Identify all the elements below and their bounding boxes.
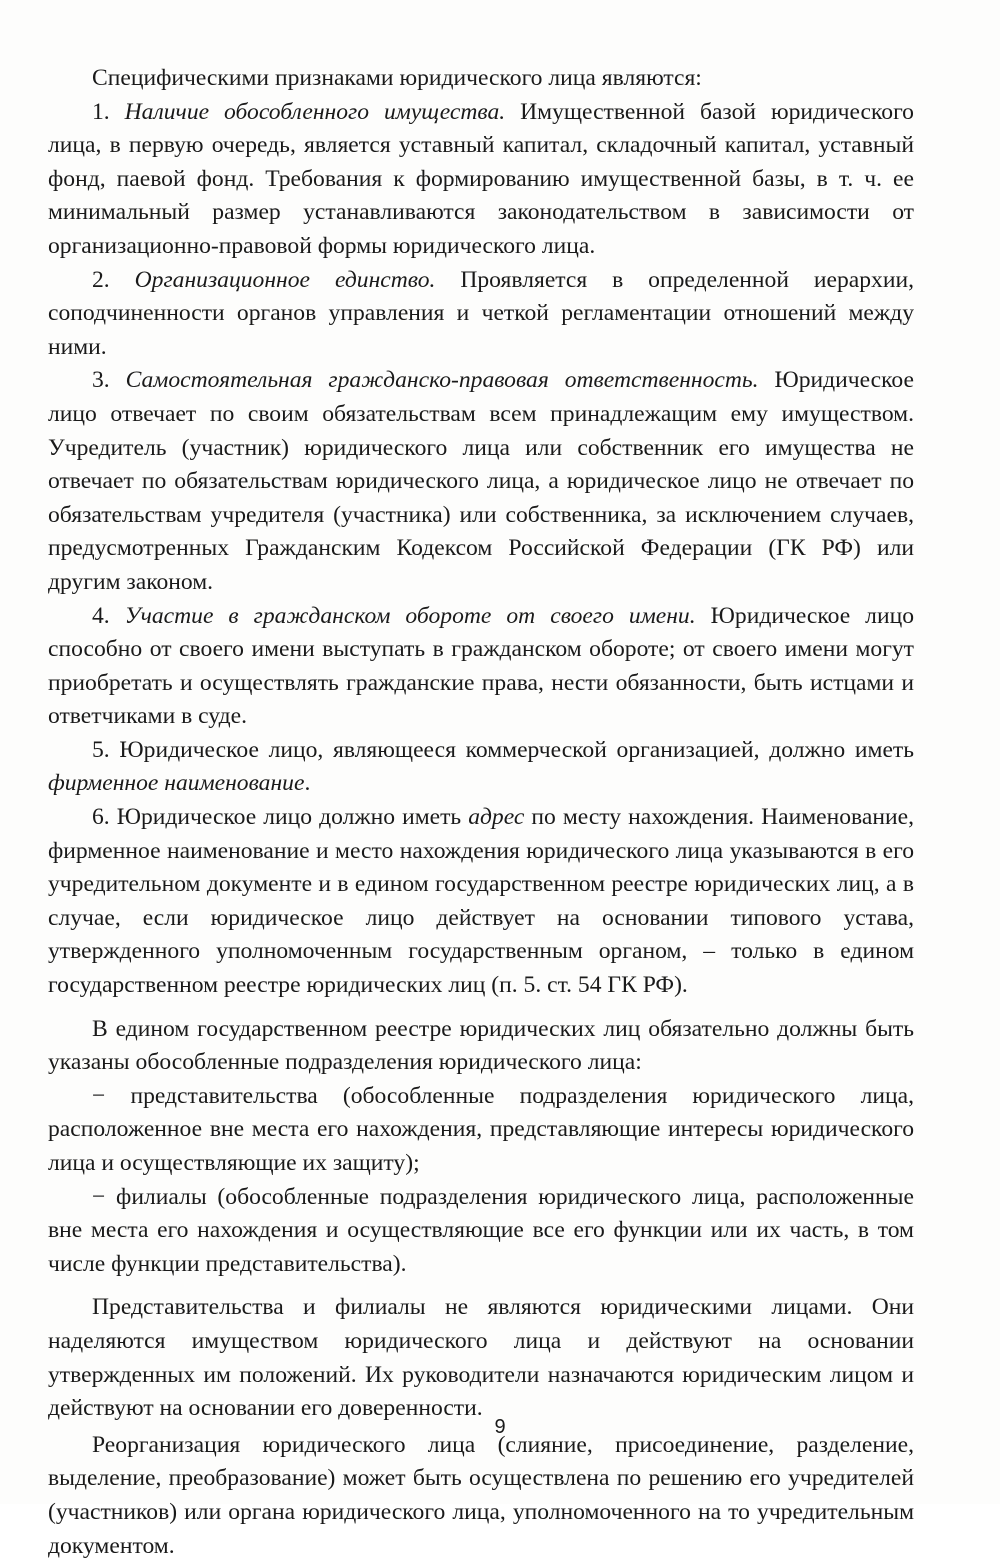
item-text-end: по месту нахождения. Наименование, фирменное наименование и место нахождения юридического лица указываются в его учредительном документе и в едином государственном реестре юридических лиц, а в случае, если юридическое лицо действует на основании типового устава, утвержденного уполномоченным государственным органом, – только в едином государственном реестре юридических лиц (п. 5. ст. 54 ГК РФ). — [48, 804, 914, 999]
item-number: 5. — [92, 736, 110, 763]
item-emphasis: адрес — [468, 804, 525, 831]
body-text — [48, 62, 914, 1563]
intro-paragraph: Специфическими признаками юридического лица являются: — [92, 65, 702, 91]
item-4-paragraph — [48, 600, 914, 734]
bullet-branches: − филиалы (обособленные подразделения юридического лица, расположенные вне места его нахождения и осуществляющие все его функции или их часть, в том числе функции представительства). — [48, 1183, 914, 1277]
item-number: 4. — [92, 602, 110, 629]
item-text: Юридическое лицо отвечает по своим обязательствам всем принадлежащим ему имуществом. Учредитель (участник) юридического лица или собственник его имущества не отвечает по обязательствам юридического лица, а юридическое лицо не отвечает по обязательствам учредителя (участника) или собственника, за исключением случаев, предусмотренных Гражданским Кодексом Российской Федерации (ГК РФ) или другим законом. — [48, 367, 914, 595]
item-title: Самостоятельная гражданско-правовая ответственность. — [125, 367, 759, 394]
item-emphasis: фирменное наименование — [48, 770, 305, 797]
item-text: Имущественной базой юридического лица, в первую очередь, является уставный капитал, складочный капитал, уставный фонд, паевой фонд. Требования к формированию имущественной базы, в т. ч. ее минимальный размер устанавливаются законодательством в зависимости от организационно-правовой формы юридического лица. — [48, 98, 914, 259]
item-title: Участие в гражданском обороте от своего имени. — [124, 602, 696, 629]
item-number: 3. — [92, 367, 110, 394]
item-title: Организационное единство. — [134, 266, 436, 293]
item-text-end: . — [304, 770, 311, 797]
item-number: 6. — [92, 804, 110, 831]
item-5-paragraph — [48, 734, 914, 801]
item-text: Юридическое лицо способно от своего имени выступать в гражданском обороте; от своего имени могут приобретать и осуществлять гражданские права, нести обязанности, быть истцами и ответчиками в суде. — [48, 602, 915, 730]
item-6-paragraph — [48, 801, 914, 1003]
reorganization-paragraph: Реорганизация юридического лица (слияние, присоединение, разделение, выделение, преобразование) может быть осуществлена по решению его учредителей (участников) или органа юридического лица, уполномоченного на то учредительным документом. — [48, 1431, 914, 1559]
page-number: 9 — [494, 1416, 506, 1438]
item-text: Проявляется в определенной иерархии, соподчиненности органов управления и четкой регламентации отношений между ними. — [48, 266, 914, 360]
item-3-paragraph — [48, 364, 914, 599]
registry-paragraph: В едином государственном реестре юридических лиц обязательно должны быть указаны обособленные подразделения юридического лица: — [48, 1015, 914, 1076]
item-2-paragraph — [48, 264, 914, 365]
branches-paragraph: Представительства и филиалы не являются юридическими лицами. Они наделяются имуществом юридического лица и действуют на основании утвержденных им положений. Их руководители назначаются юридическим лицом и действуют на основании его доверенности. — [48, 1294, 914, 1422]
item-text: Юридическое лицо, являющееся коммерческой организацией, должно иметь — [119, 736, 914, 763]
item-1-paragraph — [48, 96, 914, 264]
item-number: 1. — [92, 98, 110, 125]
item-text: Юридическое лицо должно иметь — [116, 804, 462, 831]
item-title: Наличие обособленного имущества. — [124, 98, 506, 125]
item-number: 2. — [92, 266, 110, 293]
bullet-representative-offices: − представительства (обособленные подразделения юридического лица, расположенное вне места его нахождения, представляющие интересы юридического лица и осуществляющие их защиту); — [48, 1082, 914, 1176]
